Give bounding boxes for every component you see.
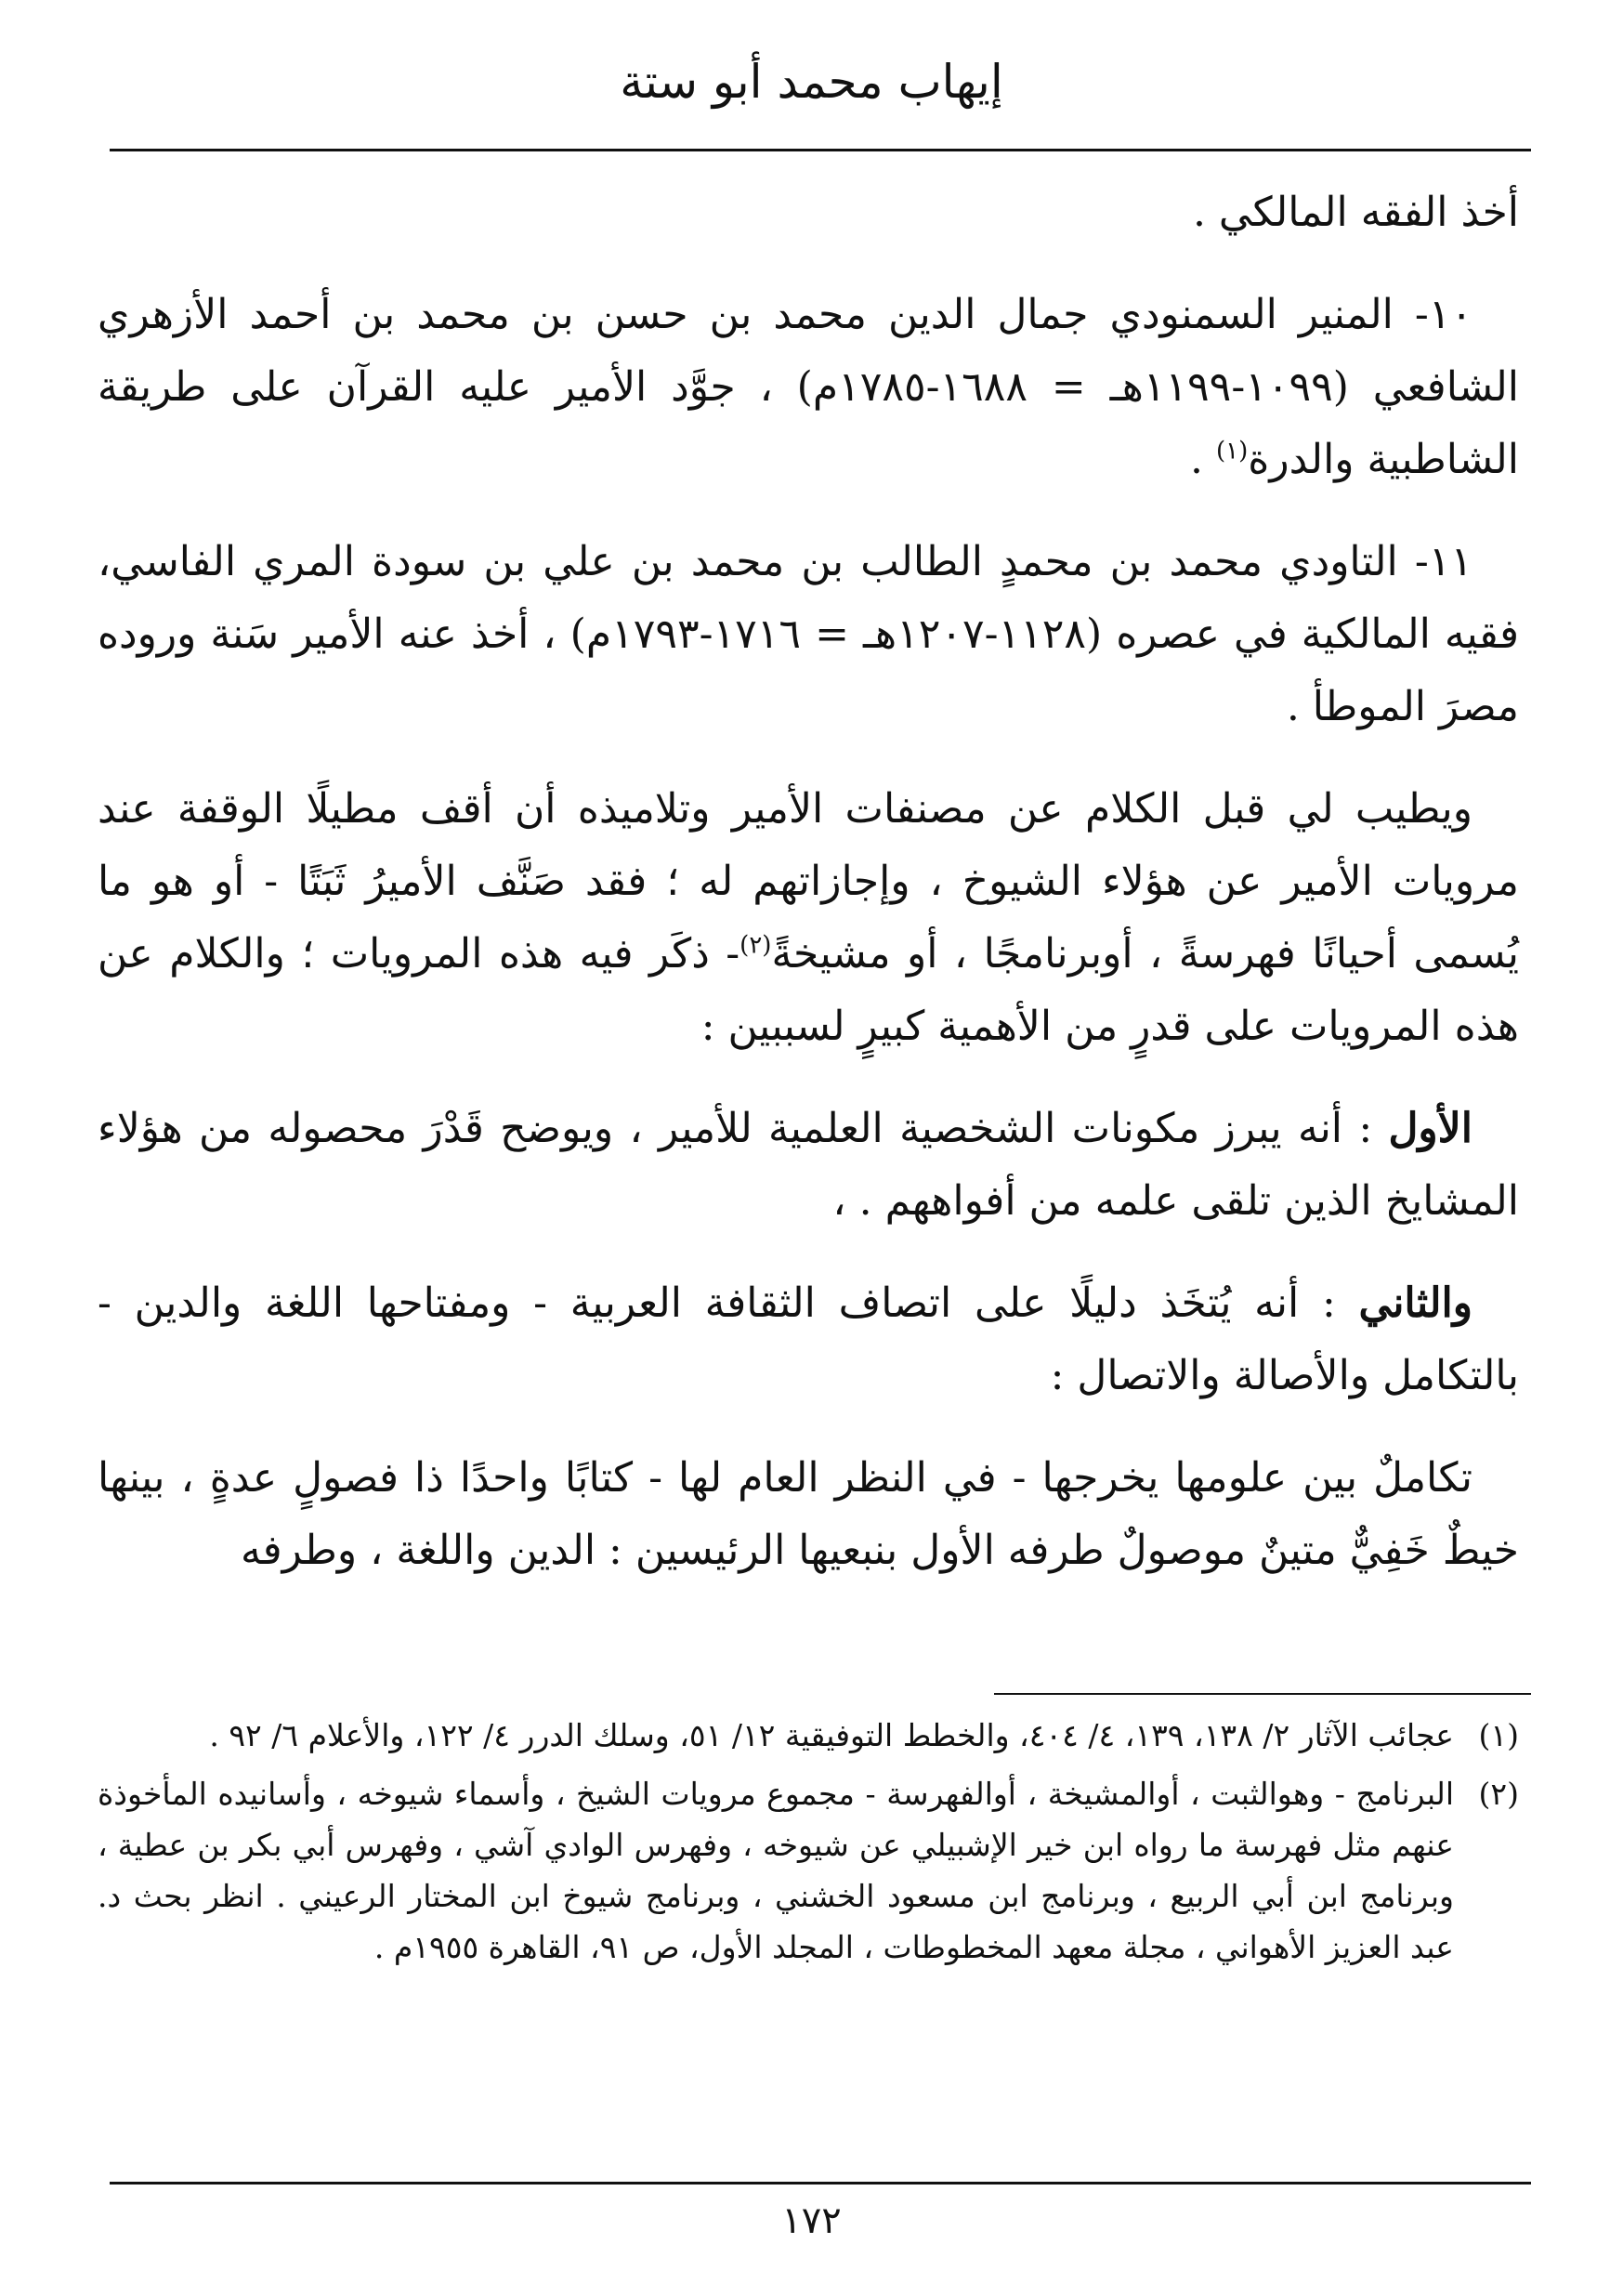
main-text — [98, 177, 1519, 1617]
first-reason-text: : أنه يبرز مكونات الشخصية العلمية للأمير ، ويوضح قَدْرَ محصوله من هؤلاء المشايخ الذين تلقى علمه من أفواههم . ، — [98, 1105, 1519, 1225]
entry-10-text: ١٠- المنير السمنودي جمال الدين محمد بن حسن بن محمد بن أحمد الأزهري الشافعي (١٠٩٩-١١٩٩هـ = ١٦٨٨-١٧٨٥م) ، جوَّد الأمير عليه القرآن على طريقة الشاطبية والدرة — [98, 291, 1519, 483]
riwayat-text-b: - ذكَر فيه هذه المرويات ؛ والكلام عن هذه المرويات على قدرٍ من الأهمية كبيرٍ لسببين : — [98, 930, 1519, 1050]
biography-entry-11: ١١- التاودي محمد بن محمدٍ الطالب بن محمد بن علي بن سودة المري الفاسي، فقيه المالكية في عصره (١١٢٨-١٢٠٧هـ = ١٧١٦-١٧٩٣م) ، أخذ عنه الأمير سَنة وروده مصرَ الموطأ . — [98, 538, 1520, 730]
footnote-separator — [994, 1693, 1531, 1695]
footer-rule — [110, 2182, 1531, 2184]
paragraph-integration: تكاملٌ بين علومها يخرجها - في النظر العام لها - كتابًا واحدًا ذا فصولٍ عدةٍ ، بينها خيطٌ خَفِيٌّ متينٌ موصولٌ طرفه الأول بنبعيها الرئيسين : الدين واللغة ، وطرفه — [98, 1454, 1519, 1574]
footnotes — [98, 1710, 1519, 1980]
footnote-1-number: (١) — [1478, 1717, 1519, 1753]
paragraph-continuation: أخذ الفقه المالكي . — [1192, 189, 1519, 236]
first-reason-label: الأول — [1388, 1105, 1472, 1152]
footnote-1-text: عجائب الآثار ٢/ ١٣٨، ١٣٩، ٤/ ٤٠٤، والخطط التوفيقية ١٢/ ٥١، وسلك الدرر ٤/ ١٢٢، والأعلام ٦/ ٩٢ . — [209, 1717, 1454, 1753]
running-header: إيهاب محمد أبو ستة — [620, 55, 1003, 109]
riwayat-text-a: ويطيب لي قبل الكلام عن مصنفات الأمير وتلاميذه أن أقف مطيلًا الوقفة عند مرويات الأمير عن هؤلاء الشيوخ ، وإجازاتهم له ؛ فقد صَنَّف الأميرُ ثَبَتًا - أو هو ما يُسمى أحيانًا فهرسةً ، أوبرنامجًا ، أو مشيخةً — [98, 785, 1520, 977]
second-reason-text: : أنه يُتخَذ دليلًا على اتصاف الثقافة العربية - ومفتاحها اللغة والدين - بالتكامل والأصالة والاتصال : — [98, 1279, 1519, 1399]
footnote-ref-1: (١) — [1216, 437, 1249, 466]
footnote-1 — [98, 1710, 1519, 1761]
second-reason-label: والثاني — [1358, 1279, 1472, 1327]
page-number: ١٧٢ — [781, 2199, 842, 2242]
footnote-2-number: (٢) — [1478, 1776, 1519, 1812]
paragraph-riwayat — [98, 773, 1519, 1063]
paragraph-second-reason — [98, 1267, 1519, 1412]
header-rule — [110, 149, 1531, 151]
footnote-2 — [98, 1768, 1519, 1973]
entry-10-end: . — [1190, 436, 1216, 483]
footnote-ref-2: (٢) — [740, 931, 772, 960]
footnote-2-text: البرنامج - وهوالثبت ، أوالمشيخة ، أوالفهرسة - مجموع مرويات الشيخ ، وأسماء شيوخه ، وأسانيده المأخوذة عنهم مثل فهرسة ما رواه ابن خير الإشبيلي عن شيوخه ، وفهرس الوادي آشي ، وفهرس أبي بكر بن عطية ، وبرنامج ابن أبي الربيع ، وبرنامج ابن مسعود الخشني ، وبرنامج شيوخ ابن المختار الرعيني . انظر بحث د. عبد العزيز الأهواني ، مجلة معهد المخطوطات ، المجلد الأول، ص ٩١، القاهرة ١٩٥٥م . — [98, 1776, 1454, 1965]
paragraph-first-reason — [98, 1093, 1519, 1238]
biography-entry-10 — [98, 279, 1519, 496]
